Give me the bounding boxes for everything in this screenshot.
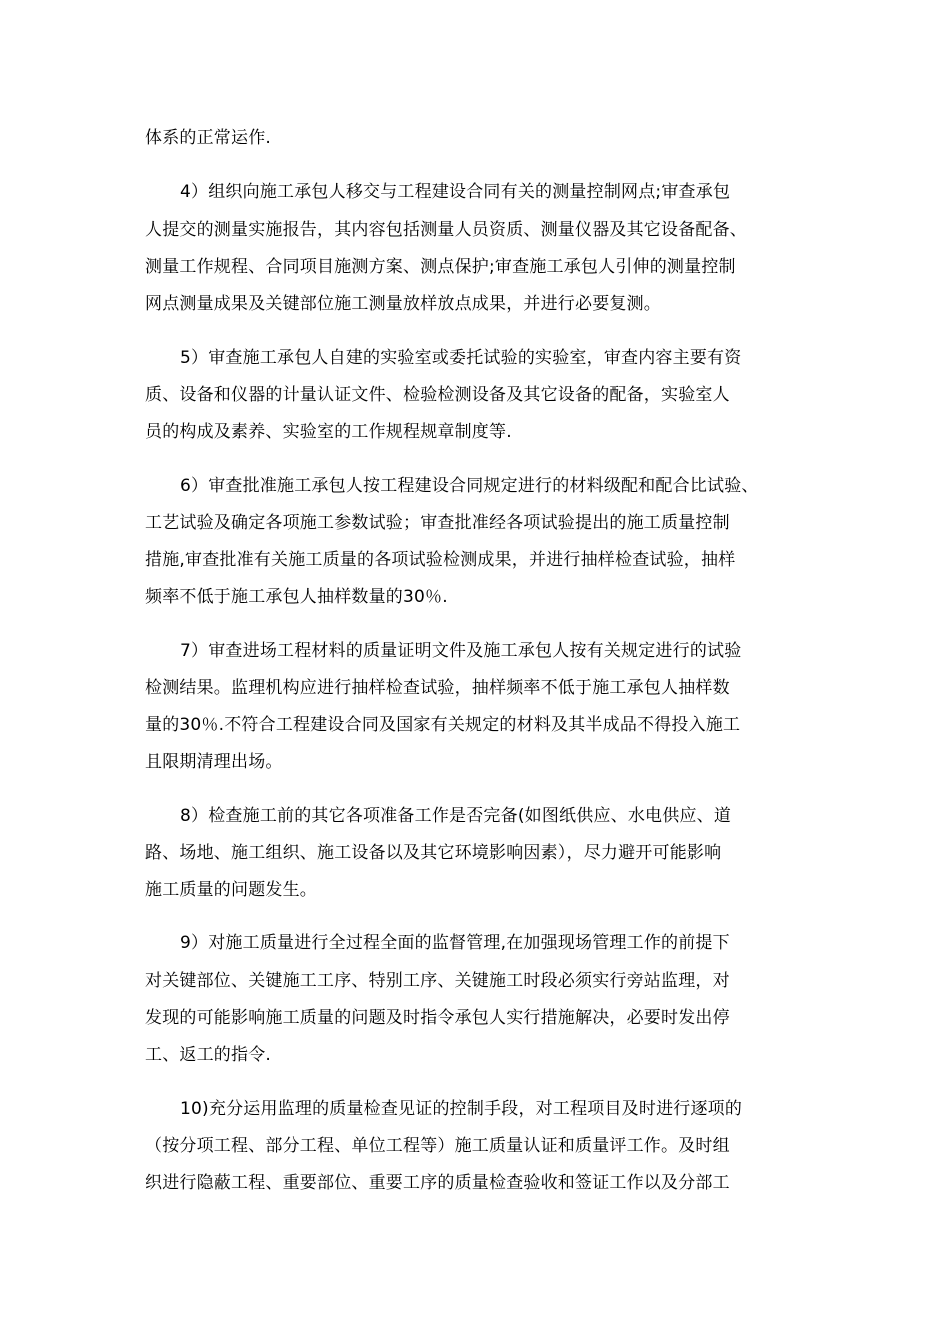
paragraph-7-line-4: 且限期清理出场。 xyxy=(145,752,283,772)
paragraph-6-line-2: 工艺试验及确定各项施工参数试验；审查批准经各项试验提出的施工质量控制 xyxy=(145,513,730,533)
paragraph-6-line-4: 频率不低于施工承包人抽样数量的30％. xyxy=(145,587,448,607)
paragraph-7-line-2: 检测结果。监理机构应进行抽样检查试验，抽样频率不低于施工承包人抽样数 xyxy=(145,678,730,698)
paragraph-5-line-2: 质、设备和仪器的计量认证文件、检验检测设备及其它设备的配备，实验室人 xyxy=(145,385,730,405)
paragraph-4-line-3: 测量工作规程、合同项目施测方案、测点保护;审查施工承包人引伸的测量控制 xyxy=(145,257,736,277)
paragraph-6-line-1: 6）审查批准施工承包人按工程建设合同规定进行的材料级配和配合比试验、 xyxy=(180,476,759,496)
paragraph-6-line-3: 措施,审查批准有关施工质量的各项试验检测成果，并进行抽样检查试验，抽样 xyxy=(145,550,736,570)
paragraph-4-line-2: 人提交的测量实施报告，其内容包括测量人员资质、测量仪器及其它设备配备、 xyxy=(145,220,747,240)
paragraph-7-line-3: 量的30％.不符合工程建设合同及国家有关规定的材料及其半成品不得投入施工 xyxy=(145,715,741,735)
paragraph-8-line-2: 路、场地、施工组织、施工设备以及其它环境影响因素），尽力避开可能影响 xyxy=(145,843,722,863)
paragraph-4-line-1: 4）组织向施工承包人移交与工程建设合同有关的测量控制网点;审查承包 xyxy=(180,182,731,202)
paragraph-7-line-1: 7）审查进场工程材料的质量证明文件及施工承包人按有关规定进行的试验 xyxy=(180,641,742,661)
paragraph-8-line-1: 8）检查施工前的其它各项准备工作是否完备(如图纸供应、水电供应、道 xyxy=(180,806,732,826)
paragraph-10-line-2: （按分项工程、部分工程、单位工程等）施工质量认证和质量评工作。及时组 xyxy=(145,1136,730,1156)
paragraph-4-line-4: 网点测量成果及关键部位施工测量放样放点成果，并进行必要复测。 xyxy=(145,294,661,314)
paragraph-9-line-3: 发现的可能影响施工质量的问题及时指令承包人实行措施解决，必要时发出停 xyxy=(145,1008,730,1028)
paragraph-9-line-4: 工、返工的指令. xyxy=(145,1045,272,1065)
paragraph-10-line-3: 织进行隐蔽工程、重要部位、重要工序的质量检查验收和签证工作以及分部工 xyxy=(145,1173,730,1193)
paragraph-8-line-3: 施工质量的问题发生。 xyxy=(145,880,317,900)
paragraph-9-line-1: 9）对施工质量进行全过程全面的监督管理,在加强现场管理工作的前提下 xyxy=(180,933,730,953)
paragraph-10-line-1: 10)充分运用监理的质量检查见证的控制手段，对工程项目及时进行逐项的 xyxy=(180,1099,743,1119)
paragraph-5-line-3: 员的构成及素养、实验室的工作规程规章制度等. xyxy=(145,422,512,442)
paragraph-5-line-1: 5）审查施工承包人自建的实验室或委托试验的实验室，审查内容主要有资 xyxy=(180,348,742,368)
paragraph-9-line-2: 对关键部位、关键施工工序、特别工序、关键施工时段必须实行旁站监理，对 xyxy=(145,971,730,991)
text-line: 体系的正常运作. xyxy=(145,128,272,148)
